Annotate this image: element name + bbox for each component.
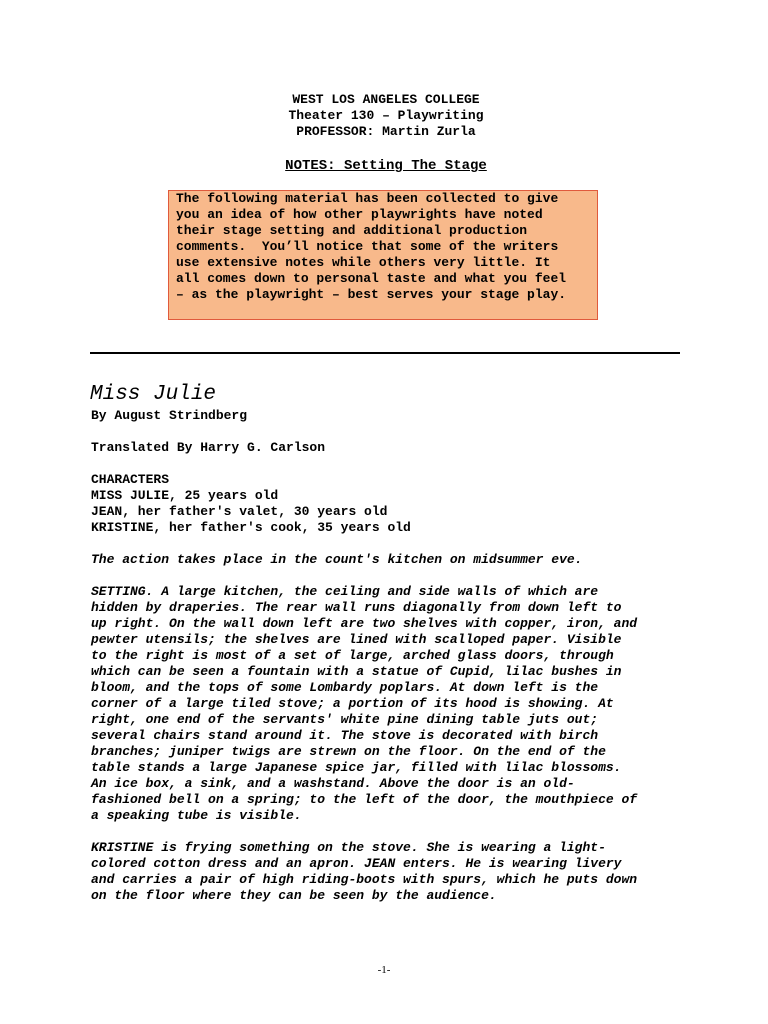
notes-title: [0, 157, 768, 175]
college-name: WEST LOS ANGELES COLLEGE: [292, 92, 480, 107]
character-entry: JEAN, her father's valet, 30 years old: [91, 504, 388, 519]
notes-line: you an idea of how other playwrights have noted: [176, 207, 543, 222]
section-divider: [90, 352, 680, 354]
play-translator: Translated By Harry G. Carlson: [91, 440, 326, 455]
notes-line: – as the playwright – best serves your stage play.: [176, 287, 567, 302]
setting-line: several chairs stand around it. The stove is decorated with birch: [91, 728, 599, 743]
page-number: -1-: [377, 964, 391, 976]
character-entry: MISS JULIE, 25 years old: [91, 488, 279, 503]
setting-line: An ice box, a sink, and a washstand. Above the door is an old-: [91, 776, 575, 791]
setting-line: a speaking tube is visible.: [91, 808, 302, 823]
professor-name: PROFESSOR: Martin Zurla: [296, 124, 476, 139]
kristine-line: colored cotton dress and an apron. JEAN enters. He is wearing livery: [91, 856, 622, 871]
notes-title-text: NOTES: Setting The Stage: [285, 158, 487, 174]
action-line: The action takes place in the count's kitchen on midsummer eve.: [91, 552, 583, 567]
college-header: [0, 92, 768, 140]
character-entry: KRISTINE, her father's cook, 35 years old: [91, 520, 411, 535]
setting-line: pewter utensils; the shelves are lined with scalloped paper. Visible: [91, 632, 622, 647]
characters-heading: CHARACTERS: [91, 472, 170, 487]
notes-line: comments. You’ll notice that some of the writers: [176, 239, 559, 254]
setting-line: branches; juniper twigs are strewn on the floor. On the end of the: [91, 744, 606, 759]
setting-line: to the right is most of a set of large, arched glass doors, through: [91, 648, 614, 663]
setting-line: SETTING. A large kitchen, the ceiling and side walls of which are: [91, 584, 599, 599]
notes-line: use extensive notes while others very little. It: [176, 255, 551, 270]
setting-line: hidden by draperies. The rear wall runs diagonally from down left to: [91, 600, 622, 615]
play-title: Miss Julie: [90, 383, 217, 406]
setting-line: corner of a large tiled stove; a portion of its hood is showing. At: [91, 696, 614, 711]
notes-box: [168, 190, 598, 320]
setting-line: bloom, and the tops of some Lombardy poplars. At down left is the: [91, 680, 599, 695]
kristine-line: on the floor where they can be seen by the audience.: [91, 888, 497, 903]
setting-line: which can be seen a fountain with a statue of Cupid, lilac bushes in: [91, 664, 622, 679]
notes-line: their stage setting and additional production: [176, 223, 528, 238]
setting-line: table stands a large Japanese spice jar, filled with lilac blossoms.: [91, 760, 622, 775]
notes-line: The following material has been collected to give: [176, 191, 559, 206]
play-author: By August Strindberg: [91, 408, 248, 423]
setting-line: up right. On the wall down left are two shelves with copper, iron, and: [91, 616, 638, 631]
kristine-line: KRISTINE is frying something on the stove. She is wearing a light-: [91, 840, 606, 855]
setting-line: fashioned bell on a spring; to the left of the door, the mouthpiece of: [91, 792, 638, 807]
kristine-line: and carries a pair of high riding-boots with spurs, which he puts down: [91, 872, 638, 887]
setting-line: right, one end of the servants' white pine dining table juts out;: [91, 712, 599, 727]
course-name: Theater 130 – Playwriting: [288, 108, 484, 123]
notes-line: all comes down to personal taste and what you feel: [176, 271, 567, 286]
